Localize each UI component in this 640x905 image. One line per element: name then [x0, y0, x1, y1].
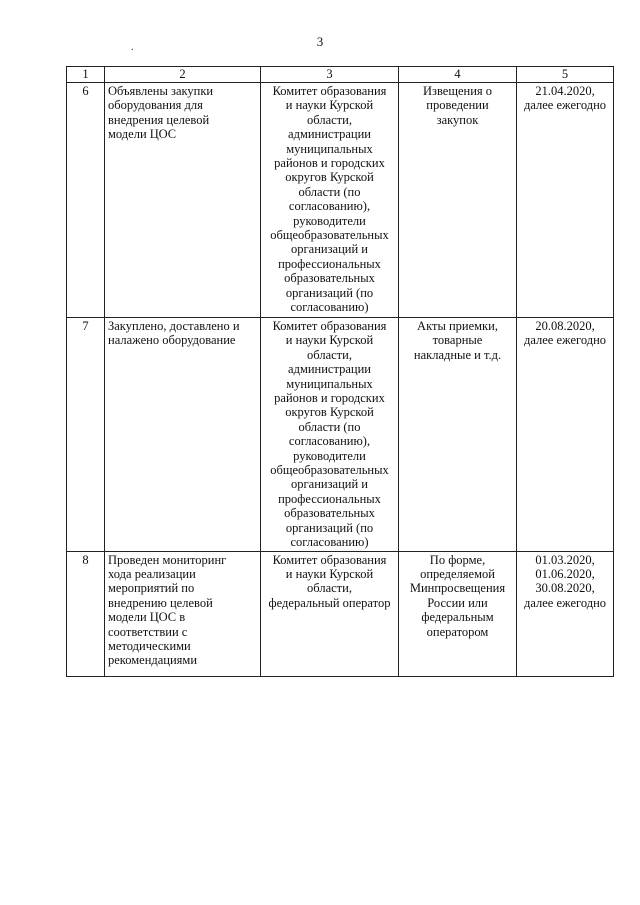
row-number: 8	[67, 551, 105, 676]
responsible-cell: Комитет образования и науки Курской области, федеральный оператор	[261, 551, 399, 676]
deadline-cell: 21.04.2020, далее ежегодно	[517, 83, 614, 318]
header-cell-4: 4	[399, 67, 517, 83]
activity-cell: Закуплено, доставлено и налажено оборудование	[105, 318, 261, 552]
result-cell: Акты приемки, товарные накладные и т.д.	[399, 318, 517, 552]
header-row	[67, 67, 614, 83]
page-number: 3	[316, 34, 324, 49]
responsible-cell: Комитет образования и науки Курской области, администрации муниципальных районов и городских округов Курской области (по согласованию), руководители общеобразовательных организаций и профессиональных образовательных организаций (по согласованию)	[261, 83, 399, 318]
header-cell-2: 2	[105, 67, 261, 83]
activity-cell: Проведен мониторинг хода реализации мероприятий по внедрению целевой модели ЦОС в соответствии с методическими рекомендациями	[105, 551, 261, 676]
table-row	[67, 551, 614, 676]
table-row	[67, 318, 614, 552]
header-cell-5: 5	[517, 67, 614, 83]
deadline-cell: 20.08.2020, далее ежегодно	[517, 318, 614, 552]
row-number: 6	[67, 83, 105, 318]
result-cell: По форме, определяемой Минпросвещения России или федеральным оператором	[399, 551, 517, 676]
header-cell-1: 1	[67, 67, 105, 83]
stray-mark: .	[131, 42, 134, 53]
activity-cell: Объявлены закупки оборудования для внедрения целевой модели ЦОС	[105, 83, 261, 318]
result-cell: Извещения о проведении закупок	[399, 83, 517, 318]
header-cell-3: 3	[261, 67, 399, 83]
table-row	[67, 83, 614, 318]
row-number: 7	[67, 318, 105, 552]
plan-table	[66, 66, 614, 677]
deadline-cell: 01.03.2020, 01.06.2020, 30.08.2020, далее ежегодно	[517, 551, 614, 676]
responsible-cell: Комитет образования и науки Курской области, администрации муниципальных районов и городских округов Курской области (по согласованию), руководители общеобразовательных организаций и профессиональных образовательных организаций (по согласованию)	[261, 318, 399, 552]
